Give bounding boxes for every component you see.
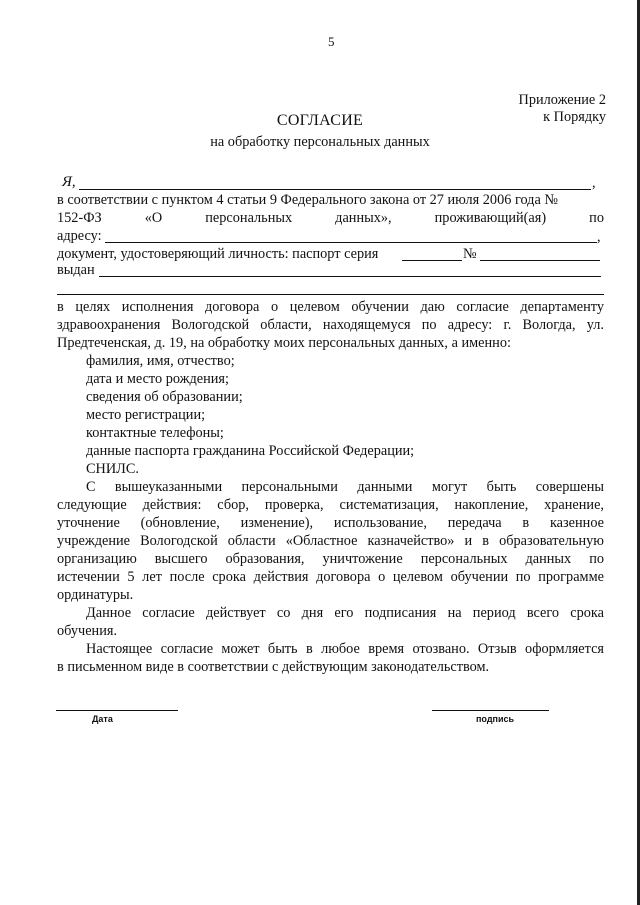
page-number: 5: [328, 34, 335, 49]
revocation-line: в письменном виде в соответствии с действующим законодательством.: [57, 659, 490, 675]
name-field-line: [79, 189, 591, 190]
actions-line: учреждение Вологодской области «Областное казначейство» и в образовательную: [57, 533, 604, 549]
data-item: дата и место рождения;: [86, 371, 229, 387]
law-line-1: в соответствии с пунктом 4 статьи 9 Федерального закона от 27 июля 2006 года №: [57, 192, 559, 208]
document-title: СОГЛАСИЕ: [276, 112, 364, 129]
date-signature-line: [56, 710, 178, 711]
issued-field-line: [99, 276, 601, 277]
issued-field-line-2: [57, 294, 604, 295]
date-label: Дата: [92, 714, 113, 724]
data-item: СНИЛС.: [86, 461, 139, 477]
passport-number-label: №: [463, 246, 477, 262]
actions-line: следующие действия: сбор, проверка, систематизация, накопление, хранение,: [57, 497, 604, 513]
data-item: данные паспорта гражданина Российской Федерации;: [86, 443, 415, 459]
purpose-line: здравоохранения Вологодской области, находящемуся по адресу: г. Вологда, ул.: [57, 317, 604, 333]
passport-number-line: [480, 260, 600, 261]
address-label: адресу:: [57, 228, 102, 244]
actions-line: ординатуры.: [57, 587, 134, 603]
revocation-line: Настоящее согласие может быть в любое время отозвано. Отзыв оформляется: [86, 641, 604, 657]
law-word: 152-ФЗ: [57, 210, 102, 226]
law-word: по: [589, 210, 604, 226]
address-field-comma: ,: [597, 229, 601, 245]
ya-label: Я,: [62, 174, 76, 190]
actions-line: уточнение (обновление, изменение), использование, передача в казенное: [57, 515, 604, 531]
appendix-line-2: к Порядку: [543, 109, 606, 125]
signature-label: подпись: [476, 714, 515, 724]
actions-line: организацию высшего образования, уничтожение персональных данных по: [57, 551, 604, 567]
purpose-line: Предтеченская, д. 19, на обработку моих персональных данных, а именно:: [57, 335, 511, 351]
data-item: место регистрации;: [86, 407, 206, 423]
issued-label: выдан: [57, 262, 95, 278]
purpose-line: в целях исполнения договора о целевом обучении даю согласие департаменту: [57, 299, 604, 315]
appendix-line-1: Приложение 2: [518, 92, 606, 108]
actions-line: С вышеуказанными персональными данными могут быть совершены: [86, 479, 604, 495]
validity-line: Данное согласие действует со дня его подписания на период всего срока: [86, 605, 604, 621]
law-word: «О: [144, 210, 163, 226]
law-line-2: [57, 209, 604, 227]
document-subtitle: на обработку персональных данных: [210, 134, 430, 150]
actions-line: истечении 5 лет после срока действия договора о целевом обучении по программе: [57, 569, 604, 585]
validity-line: обучения.: [57, 623, 118, 639]
signature-line: [432, 710, 549, 711]
data-item: сведения об образовании;: [86, 389, 243, 405]
document-label: документ, удостоверяющий личность: паспорт серия: [57, 246, 379, 262]
data-item: фамилия, имя, отчество;: [86, 353, 235, 369]
passport-series-line: [402, 260, 462, 261]
law-word: персональных: [205, 210, 293, 226]
address-field-line: [105, 242, 597, 243]
law-word: данных»,: [335, 210, 392, 226]
name-field-comma: ,: [592, 175, 596, 191]
data-item: контактные телефоны;: [86, 425, 224, 441]
law-word: проживающий(ая): [434, 210, 547, 226]
